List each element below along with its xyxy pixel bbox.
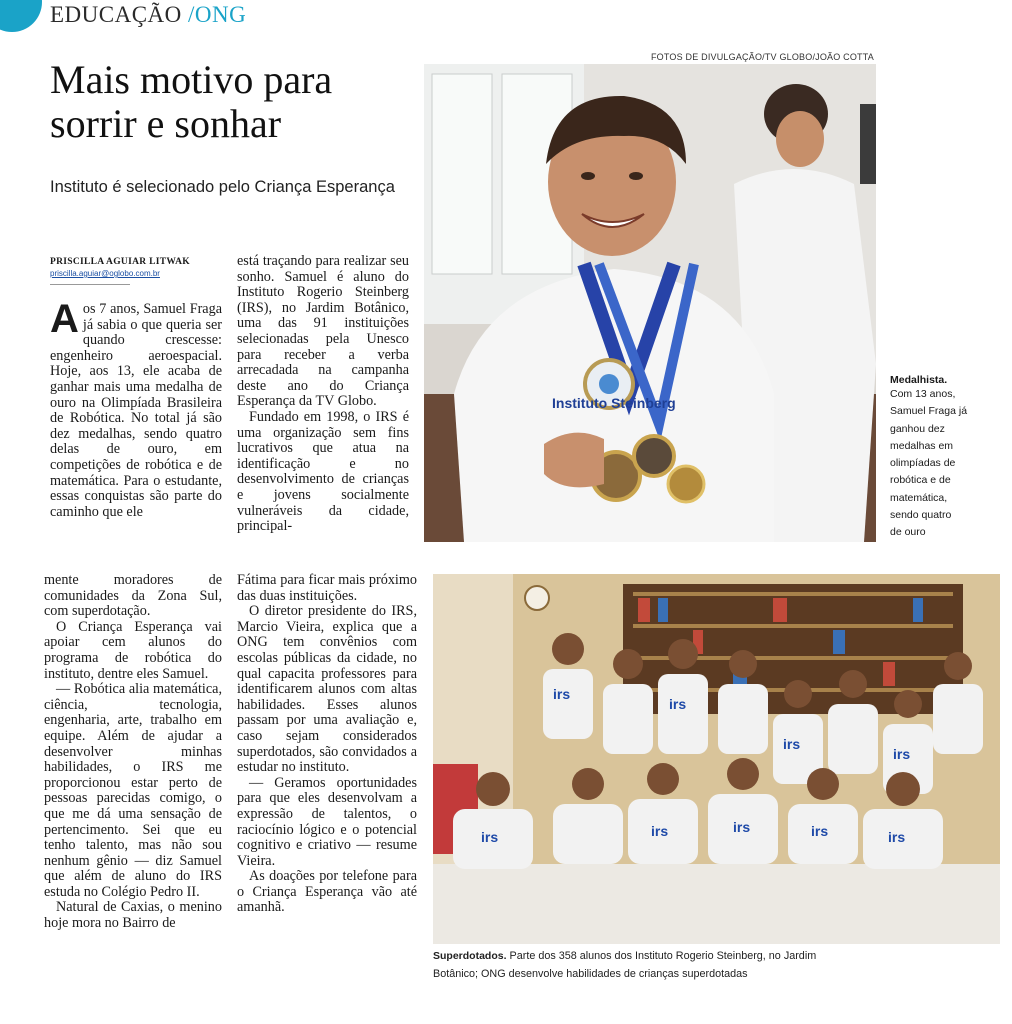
- caption-line: robótica e de: [890, 474, 951, 487]
- shirt-logo: irs: [783, 736, 801, 752]
- paragraph-text: os 7 anos, Samuel Fraga já sabia o que queria ser quando crescesse: engenheiro aeroespacial. Hoje, aos 13, ele acaba de ganhar mais uma medalha de ouro na Olimpíada Brasileira de Robótica. No total já são dez medalhas, sendo quatro delas de ouro, em competições de robótica e de matemática. Para o estudante, essas conquistas são parte do caminho que ele: [50, 302, 222, 520]
- paragraph: está traçando para realizar seu sonho. Samuel é aluno do Instituto Rogerio Steinberg (IRS), no Jardim Botânico, uma das 91 instituições selecionadas pela Unesco para receber a verba arrecadada na campanha deste ano do Criança Esperança da TV Globo.: [237, 254, 409, 410]
- section-accent-circle: [0, 0, 42, 32]
- shirt-logo: irs: [893, 746, 911, 762]
- subheadline: Instituto é selecionado pelo Criança Esperança: [50, 178, 395, 196]
- shirt-logo: irs: [888, 829, 906, 845]
- photo-group[interactable]: [433, 574, 1000, 944]
- caption-title: Superdotados.: [433, 950, 507, 962]
- article-column-1-top: [50, 302, 222, 544]
- paragraph: O Criança Esperança vai apoiar cem alunos do programa de robótica do instituto, dentre eles Samuel.: [44, 618, 222, 682]
- group-illustration: [433, 574, 1000, 944]
- caption-medalist: [890, 374, 986, 542]
- paragraph: [50, 302, 222, 520]
- shirt-logo: irs: [669, 696, 687, 712]
- headline: Mais motivo para sorrir e sonhar: [50, 57, 333, 146]
- dropcap: A: [50, 302, 79, 341]
- shirt-text: Instituto Steinberg: [552, 395, 676, 411]
- paragraph: As doações por telefone para o Criança Esperança vão até amanhã.: [237, 868, 417, 916]
- subsection-name: ONG: [194, 2, 247, 27]
- shirt-logo: irs: [553, 686, 571, 702]
- caption-line: de ouro: [890, 526, 926, 539]
- section-separator: /: [188, 2, 195, 27]
- article-column-2-bottom: [237, 573, 417, 988]
- byline-rule: [50, 284, 130, 285]
- paragraph: Fundado em 1998, o IRS é uma organização sem fins lucrativos que atua na identificação e no desenvolvimento de crianças e jovens socialmente vulneráveis da cidade, principal-: [237, 408, 409, 535]
- shirt-logo: irs: [481, 829, 499, 845]
- caption-line: sendo quatro: [890, 509, 952, 522]
- article-column-1-bottom: [44, 573, 222, 988]
- shirt-logo: irs: [733, 819, 751, 835]
- caption-line: medalhas em: [890, 439, 954, 452]
- caption-title: Medalhista.: [890, 374, 948, 386]
- photo-medalist[interactable]: [424, 64, 876, 542]
- byline-email[interactable]: priscilla.aguiar@oglobo.com.br: [50, 269, 160, 278]
- shirt-logo: irs: [811, 823, 829, 839]
- caption-line: olimpíadas de: [890, 457, 956, 470]
- caption-text: Parte dos 358 alunos dos Instituto Rogerio Steinberg, no Jardim Botânico; ONG desenvolve habilidades de crianças superdotadas: [433, 950, 817, 980]
- paragraph: mente moradores de comunidades da Zona Sul, com superdotação.: [44, 573, 222, 620]
- paragraph: O diretor presidente do IRS, Marcio Vieira, explica que a ONG tem convênios com escolas públicas da cidade, no qual capacita professores para identificarem alunos com altas habilidades. Esses alunos passam por uma avaliação e, caso sejam considerados superdotados, são convidados a estudar no instituto.: [237, 603, 417, 776]
- paragraph: — Geramos oportunidades para que eles desenvolvam a expressão de talentos, o raciocínio lógico e o potencial cognitivo e criativo — resume Vieira.: [237, 774, 417, 869]
- caption-line: Com 13 anos,: [890, 388, 956, 400]
- article-column-2-top: [237, 254, 409, 544]
- shirt-logo: irs: [651, 823, 669, 839]
- section-name: EDUCAÇÃO: [50, 2, 182, 27]
- caption-line: Samuel Fraga já: [890, 405, 968, 418]
- caption-line: matemática,: [890, 491, 948, 504]
- photo-credit: FOTOS DE DIVULGAÇÃO/TV GLOBO/JOÃO COTTA: [650, 52, 874, 62]
- paragraph: Natural de Caxias, o menino hoje mora no Bairro de: [44, 899, 222, 932]
- caption-line: ganhou dez: [890, 422, 945, 435]
- medalist-illustration: [424, 64, 876, 542]
- paragraph: Fátima para ficar mais próximo das duas instituições.: [237, 573, 417, 604]
- paragraph: — Robótica alia matemática, ciência, tecnologia, engenharia, arte, trabalho em equipe. Além de ajudar a desenvolver minhas habilidades, o IRS me proporcionou estar perto de pessoas parecidas comigo, o que me dá uma sensação de pertencimento. Sei que eu tenho talento, mas não sou nenhum gênio — diz Samuel que além de aluno do IRS estuda no Colégio Pedro II.: [44, 681, 222, 900]
- byline-author: PRISCILLA AGUIAR LITWAK: [50, 257, 190, 267]
- caption-group: [433, 948, 863, 983]
- section-label[interactable]: [50, 2, 246, 28]
